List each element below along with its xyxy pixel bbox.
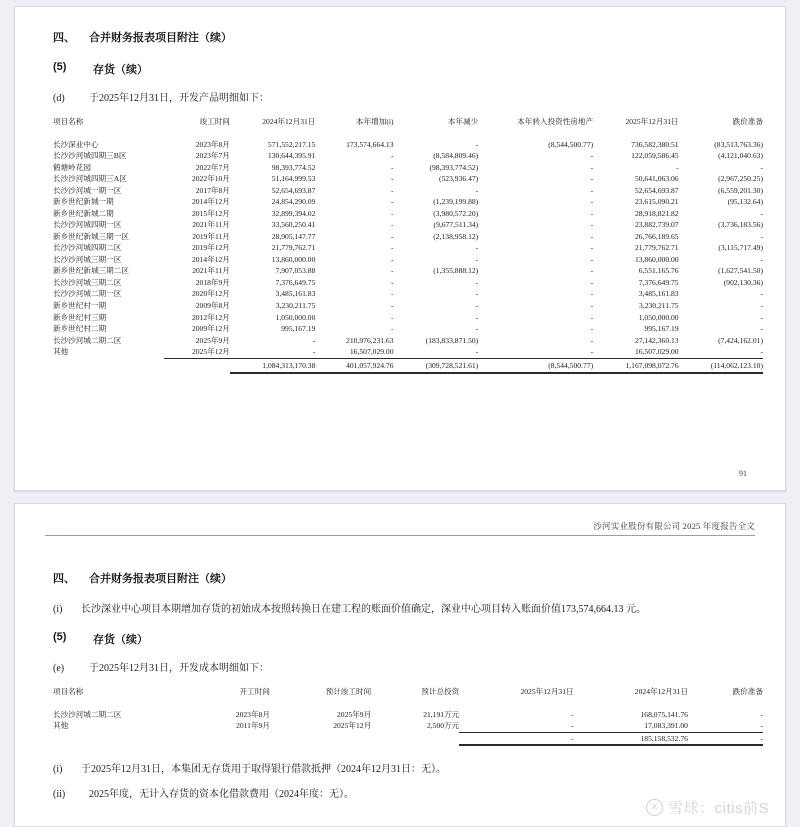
cell-value: - [391,266,394,276]
cell-value: 23,615,090.21 [634,197,679,207]
cell-value: 2009年12月 [191,324,230,334]
cell-value: (95,132.64) [727,197,763,207]
paragraph-e-text: 于2025年12月31日，开发成本明细如下： [89,663,269,674]
cell-value: - [760,709,763,719]
cell-value: (1,239,199.88) [433,197,479,207]
col-transfer-investment-property: 本年转入投资性房地产 [517,117,594,126]
cell-project-name: 长沙沙河城三期二区 [53,277,122,287]
cell-value: - [312,335,316,345]
section-number-2: 四、 [53,573,75,585]
cell-value: (98,393,774.52) [429,162,479,172]
cell-value: (8,544,500.77) [548,139,594,149]
cell-value: - [688,720,763,732]
cell-total-value: 401,057,924.76 [315,358,393,373]
cell-total-value [164,358,230,373]
cell-value: - [590,174,594,184]
development-products-table [53,116,763,374]
table-row [53,162,763,174]
header-rule [45,535,755,536]
cell-value: 168,075,141.76 [640,709,688,719]
cell-value: 2021年11月 [192,220,230,230]
cell-value: 2011年9月 [236,721,270,731]
table-row [53,254,763,266]
cell-value: - [760,231,763,241]
cell-value: - [475,139,479,149]
cell-value: - [391,174,394,184]
col2-project-name: 项目名称 [53,687,84,696]
table-body-2 [53,709,763,746]
cell-total-label [53,358,164,373]
cell-value: - [590,185,594,195]
cell-value: 7,376,649.75 [638,277,679,287]
cell-total-value [188,732,270,745]
cell-value: - [760,162,763,172]
footnote-mark: (ii) [53,789,66,801]
cell-value: 3,485,161.83 [638,289,679,299]
cell-value: 2019年11月 [192,231,230,241]
footnote-text: 于2025年12月31日，本集团无存货用于取得银行借款抵押（2024年12月31日：无）。 [81,764,446,776]
cell-total-value: 1,167,098,072.76 [593,358,678,373]
cell-value: (1,355,888.12) [433,266,479,276]
cell-total-label [53,732,188,745]
table-row [53,312,763,324]
document-page-1 [14,6,786,491]
cell-value: - [590,324,594,334]
cell-value: - [760,300,763,310]
cell-value: 52,654,693.87 [271,185,316,195]
col2-expected-investment: 预计总投资 [421,687,460,696]
col2-start-date: 开工时间 [239,687,270,696]
cell-value: 26,766,189.65 [634,231,679,241]
item-title-2: 存货（续） [93,634,148,646]
table-row [53,242,763,254]
cell-project-name: 新乡世纪新城二期 [53,208,114,218]
cell-value: (4,121,040.63) [718,151,763,161]
table-row [53,185,763,197]
cell-value: - [590,220,594,230]
table-header-row-2 [53,686,763,709]
cell-value: - [571,709,574,719]
cell-value: 2025年12月 [333,721,372,731]
item-heading [53,61,755,77]
cell-value: - [590,243,594,253]
cell-value: - [391,324,394,334]
table-row [53,277,763,289]
cell-value: (1,627,541.50) [718,266,763,276]
cell-value: 2021年11月 [192,266,230,276]
note-i-text: 长沙深业中心项目本期增加存货的初始成本按照转换日在建工程的账面价值确定，深业中心项目转入账面价值173,574,664.13 元。 [81,604,646,615]
cell-value: - [391,254,394,264]
cell-value: 3,485,161.83 [275,289,316,299]
table-row [53,139,763,151]
cell-project-name: 长沙沙河城四期二区 [53,243,122,253]
cell-value: 2025年9月 [337,709,372,719]
cell-value: - [391,312,394,322]
cell-value: - [676,162,679,172]
col-closing-2025: 2025年12月31日 [625,117,679,126]
table-total-row-2 [53,732,763,745]
cell-value: (523,936.47) [438,174,479,184]
paragraph-d [53,91,755,106]
cell-value: 3,230,211.75 [275,300,316,310]
item-title: 存货（续） [93,64,148,76]
table-row [53,208,763,220]
cell-total-value [371,732,459,745]
cell-total-value: - [688,732,763,745]
table-header-row [53,116,763,139]
paragraph-e-mark: (e) [53,663,65,674]
cell-value: - [760,289,763,299]
cell-value: 7,376,649.75 [275,277,316,287]
cell-value: (7,424,162.01) [718,335,763,345]
cell-value: - [590,208,594,218]
footnote-1 [53,762,755,777]
cell-value: - [475,289,479,299]
cell-value: (3,115,717.49) [718,243,763,253]
cell-project-name: 新乡世纪村三期 [53,312,107,322]
cell-value: 32,899,394.02 [271,208,316,218]
cell-value: (2,138,958.12) [433,231,479,241]
col2-impairment: 跌价准备 [732,687,763,696]
cell-total-value: (8,544,500.77) [478,358,593,373]
cell-project-name: 鹤塘岭花园 [53,162,91,172]
footnote-text: 2025年度，无计入存货的资本化借款费用（2024年度：无）。 [89,789,354,801]
col-opening-2024: 2024年12月31日 [262,117,316,126]
cell-value: 2023年8月 [195,139,230,149]
paragraph-e [53,661,755,676]
cell-value: - [760,324,763,334]
section-heading-2 [53,570,755,586]
table-row [53,335,763,347]
cell-value: - [475,312,479,322]
cell-value: 2025年9月 [195,335,230,345]
cell-value: 2022年10月 [191,174,230,184]
cell-value: 2022年7月 [195,162,230,172]
snowball-logo-icon: X [646,799,663,816]
cell-value: 33,560,250.41 [271,220,316,230]
watermark [646,797,769,818]
cell-value: 2020年12月 [191,289,230,299]
cell-value: 7,907,053.88 [275,266,316,276]
item-number-2: (5) [53,631,67,643]
cell-value: - [760,254,763,264]
cell-value: - [590,266,594,276]
cell-value: 1,050,000.00 [638,312,679,322]
table-row [53,265,763,277]
cell-value: 2017年8月 [195,185,230,195]
cell-project-name: 长沙深业中心 [53,139,99,149]
section-title-2: 合并财务报表项目附注（续） [89,573,232,585]
cell-value: - [391,220,394,230]
cell-value: - [475,243,479,253]
cell-value: (3,736,183.56) [718,220,763,230]
cell-project-name: 长沙沙河城二期二区 [53,709,122,719]
table-row [53,196,763,208]
cell-value: - [475,185,479,195]
table-row [53,288,763,300]
cell-value: 995,167.19 [281,324,316,334]
note-i [53,602,755,617]
cell-value: 173,574,664.13 [346,139,394,149]
col2-balance-2025: 2025年12月31日 [520,687,574,696]
table-row [53,219,763,231]
cell-value: - [391,162,394,172]
cell-value: - [590,300,594,310]
cell-value: 50,641,063.06 [634,174,679,184]
cell-value: 2023年8月 [235,709,270,719]
cell-project-name: 长沙沙河城三期一区 [53,254,122,264]
cell-value: - [590,197,594,207]
cell-value: 21,191万元 [423,709,460,719]
cell-value: - [230,346,315,358]
cell-value: - [475,277,479,287]
cell-value: 2012年12月 [191,312,230,322]
cell-value: - [391,208,394,218]
table-row [53,173,763,185]
cell-value: (183,833,871.50) [425,335,479,345]
cell-value: (3,980,572.20) [433,208,479,218]
cell-value: - [590,277,594,287]
cell-value: - [590,162,594,172]
cell-project-name: 长沙沙河城四期三A区 [53,174,127,184]
cell-value: 16,507,029.00 [315,346,393,358]
cell-value: - [475,300,479,310]
cell-value: 2,500万元 [426,721,460,731]
table-row [53,346,763,358]
cell-value: 17,083,391.00 [574,720,688,732]
col-increase: 本年增加(i) [355,117,394,126]
cell-project-name: 新乡世纪新城一期 [53,197,114,207]
footnote-mark: (i) [53,764,63,776]
watermark-text: 雪球：citis前S [668,800,769,817]
cell-value: 23,882,739.07 [634,220,679,230]
table-body [53,139,763,374]
cell-value: - [394,346,479,358]
cell-value: - [391,185,394,195]
cell-value: (902,130.36) [723,277,763,287]
paragraph-d-text: 于2025年12月31日，开发产品明细如下： [89,93,269,104]
table-head [53,116,763,139]
cell-value: 2019年12月 [191,243,230,253]
cell-value: - [590,289,594,299]
table-row [53,150,763,162]
col2-expected-completion: 预计竣工时间 [325,687,372,696]
table-row [53,323,763,335]
cell-value: (2,967,250.25) [718,174,763,184]
col-impairment: 跌价准备 [732,117,763,126]
cell-project-name: 长沙沙河城二期二区 [53,335,122,345]
cell-value: 995,167.19 [644,324,679,334]
cell-value: - [475,254,479,264]
cell-project-name: 新乡世纪新城三期二区 [53,266,129,276]
cell-value: 16,507,029.00 [593,346,678,358]
cell-value: - [391,197,394,207]
cell-value: 98,393,774.52 [271,162,316,172]
col-decrease: 本年减少 [447,117,479,126]
cell-value: 13,860,000.00 [634,254,679,264]
cell-total-value: (114,062,123.10) [679,358,763,373]
cell-value: - [590,312,594,322]
cell-value: 736,582,380.51 [631,139,679,149]
cell-project-name: 长沙沙河城四期一区 [53,220,122,230]
item-number: (5) [53,61,67,73]
section-title: 合并财务报表项目附注（续） [89,32,232,44]
cell-value: - [391,231,394,241]
cell-value: - [459,720,573,732]
cell-value: 51,164,999.53 [271,174,316,184]
cell-value: - [391,243,394,253]
cell-value: (9,677,511.34) [433,220,479,230]
cell-project-name: 其他 [53,347,69,357]
cell-project-name: 其他 [53,721,69,731]
table-total-row [53,358,763,373]
cell-value: 3,230,211.75 [639,300,679,310]
cell-value: (83,513,763.36) [714,139,763,149]
cell-value: - [590,335,594,345]
cell-value: - [679,346,763,358]
cell-value: (8,584,809.46) [433,151,479,161]
cell-total-value: 185,158,532.76 [574,732,688,745]
cell-value: - [760,312,763,322]
cell-project-name: 新乡世纪村二期 [53,324,107,334]
cell-value: 122,059,586.45 [631,151,679,161]
item-heading-2 [53,631,755,647]
cell-value: - [590,254,594,264]
table-row [53,300,763,312]
cell-value: 2015年12月 [191,208,230,218]
cell-value: 1,050,000.00 [275,312,316,322]
cell-project-name: 新乡世纪新城三期一区 [53,231,129,241]
cell-value: 210,976,231.63 [346,335,394,345]
table-row [53,231,763,243]
cell-total-value [270,732,371,745]
cell-total-value: - [459,732,573,745]
cell-value: 130,644,395.91 [267,151,316,161]
cell-value: 2018年9月 [195,277,230,287]
cell-value: 21,779,762.71 [634,243,679,253]
cell-value: 28,905,147.77 [271,231,316,241]
col-completion-date: 竣工时间 [199,117,230,126]
cell-value: 52,654,693.87 [634,185,679,195]
cell-value: - [391,289,394,299]
cell-value: 2014年12月 [191,197,230,207]
cell-value: 13,860,000.00 [271,254,316,264]
col-project-name: 项目名称 [53,117,84,126]
cell-value: - [590,151,594,161]
cell-project-name: 长沙沙河城二期一区 [53,289,122,299]
cell-project-name: 长沙沙河城四期三B区 [53,151,127,161]
cell-value: 28,918,821.82 [634,208,679,218]
col2-balance-2024: 2024年12月31日 [634,687,688,696]
cell-value: - [391,277,394,287]
cell-value: - [391,151,394,161]
cell-value: - [590,231,594,241]
cell-project-name: 新乡世纪村一期 [53,300,107,310]
section-number: 四、 [53,32,75,44]
cell-value: 2014年12月 [191,254,230,264]
cell-value: - [760,208,763,218]
document-page-2 [14,503,786,827]
note-i-mark: (i) [53,604,63,615]
development-cost-table [53,686,763,746]
cell-value: - [475,324,479,334]
cell-value: (6,559,201.30) [718,185,763,195]
table-row [53,709,763,721]
page-number: 91 [739,469,747,478]
cell-value: 27,142,360.13 [634,335,679,345]
cell-value: 6,551,165.76 [638,266,679,276]
cell-total-value: (309,728,521.61) [394,358,479,373]
running-header: 沙河实业股份有限公司 2025 年度报告全文 [593,521,755,531]
cell-value: - [391,300,394,310]
cell-value: 2009年8月 [195,300,230,310]
cell-value: 2025年12月 [164,346,230,358]
cell-value: 2023年7月 [195,151,230,161]
cell-value: 24,854,290.09 [271,197,316,207]
cell-project-name: 长沙沙河城一期一区 [53,185,122,195]
cell-value: 571,552,217.15 [267,139,316,149]
cell-value: - [478,346,593,358]
section-heading [53,29,755,45]
cell-value: 21,779,762.71 [271,243,316,253]
table-row [53,720,763,732]
table-head-2 [53,686,763,709]
paragraph-d-mark: (d) [53,93,65,104]
cell-total-value: 1,084,313,170.38 [230,358,315,373]
